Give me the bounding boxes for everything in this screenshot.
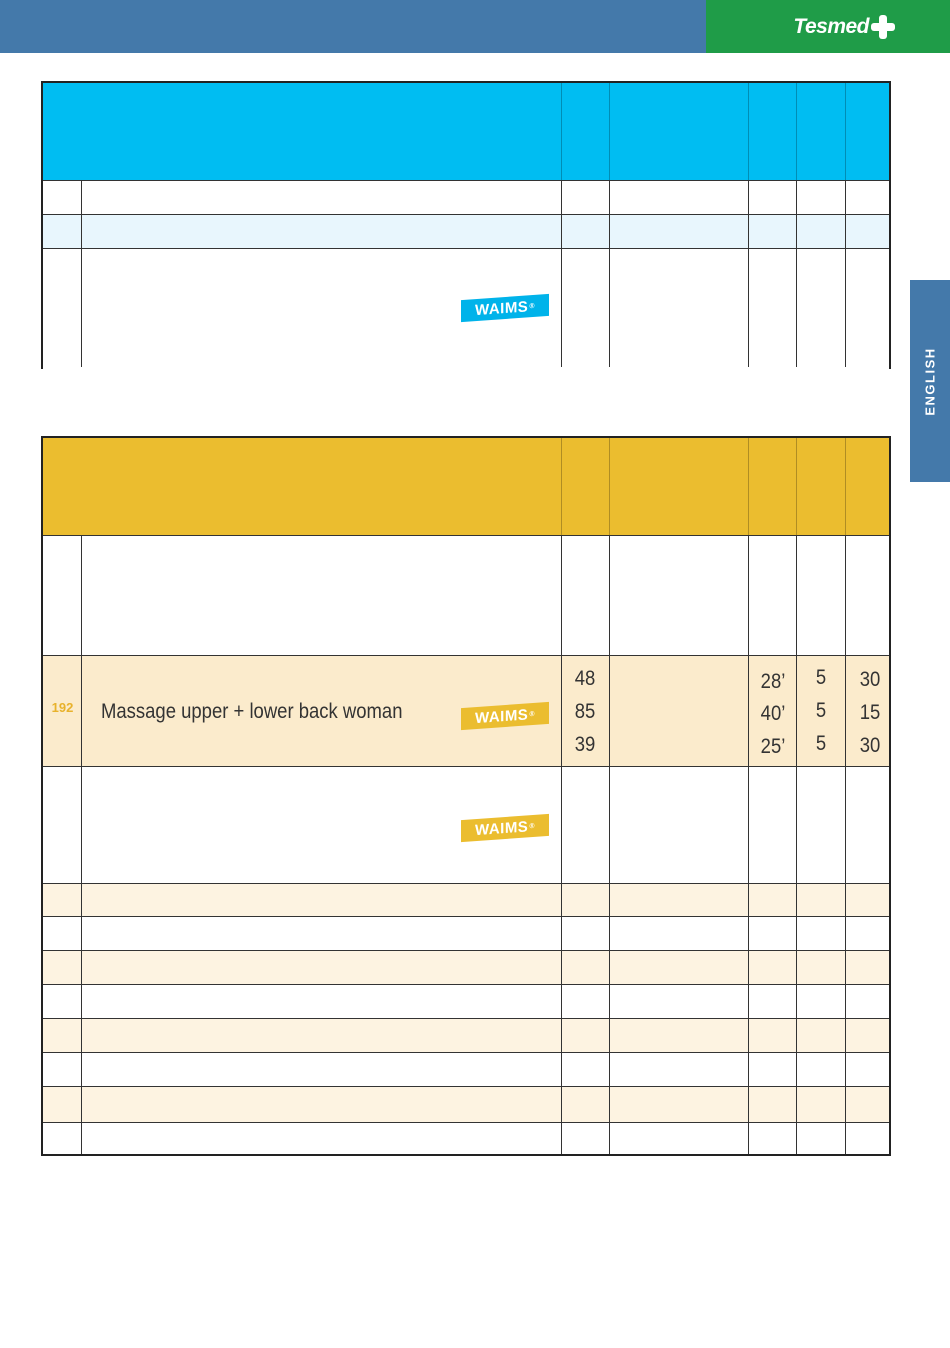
table-row [43,535,889,655]
plus-cross-icon [870,14,896,40]
program-description: Massage upper + lower back woman [101,700,403,723]
table-row [43,916,889,950]
value-cell: 39 [574,733,596,756]
table-row [43,950,889,984]
table-row-highlight [43,655,889,766]
value-cell: 5 [815,666,827,689]
waims-label: WAIMS [474,297,529,319]
table-row [43,1018,889,1052]
waims-badge [461,294,549,322]
value-cell: 5 [815,699,827,722]
table-row [43,984,889,1018]
table-header [43,83,889,180]
top-banner [0,0,706,53]
table-row [43,766,889,883]
language-tab-label: ENGLISH [922,346,938,416]
value-cell: 85 [574,700,596,723]
table-row [43,883,889,916]
program-code: 192 [51,700,74,715]
waims-label: WAIMS [474,705,529,727]
waims-label: WAIMS [474,817,529,839]
program-table-gold [41,436,891,1156]
brand-logo [706,0,950,53]
value-cell: 5 [815,732,827,755]
duration-cell: 40’ [760,702,786,725]
waims-badge [461,814,549,842]
value-cell: 48 [574,667,596,690]
value-cell: 30 [859,734,881,757]
table-row [43,1086,889,1122]
table-row [43,248,889,369]
registered-mark: ® [529,302,535,310]
registered-mark: ® [529,710,535,718]
table-header [43,438,889,535]
program-table-blue [41,81,891,369]
table-row [43,1122,889,1154]
duration-cell: 25’ [760,735,786,758]
brand-name: Tesmed [793,14,869,38]
table-row [43,214,889,248]
table-row [43,1052,889,1086]
language-tab[interactable] [910,280,950,482]
duration-cell: 28’ [760,670,786,693]
value-cell: 30 [859,668,881,691]
waims-badge [461,702,549,730]
table-row [43,180,889,214]
value-cell: 15 [859,701,881,724]
registered-mark: ® [529,822,535,830]
